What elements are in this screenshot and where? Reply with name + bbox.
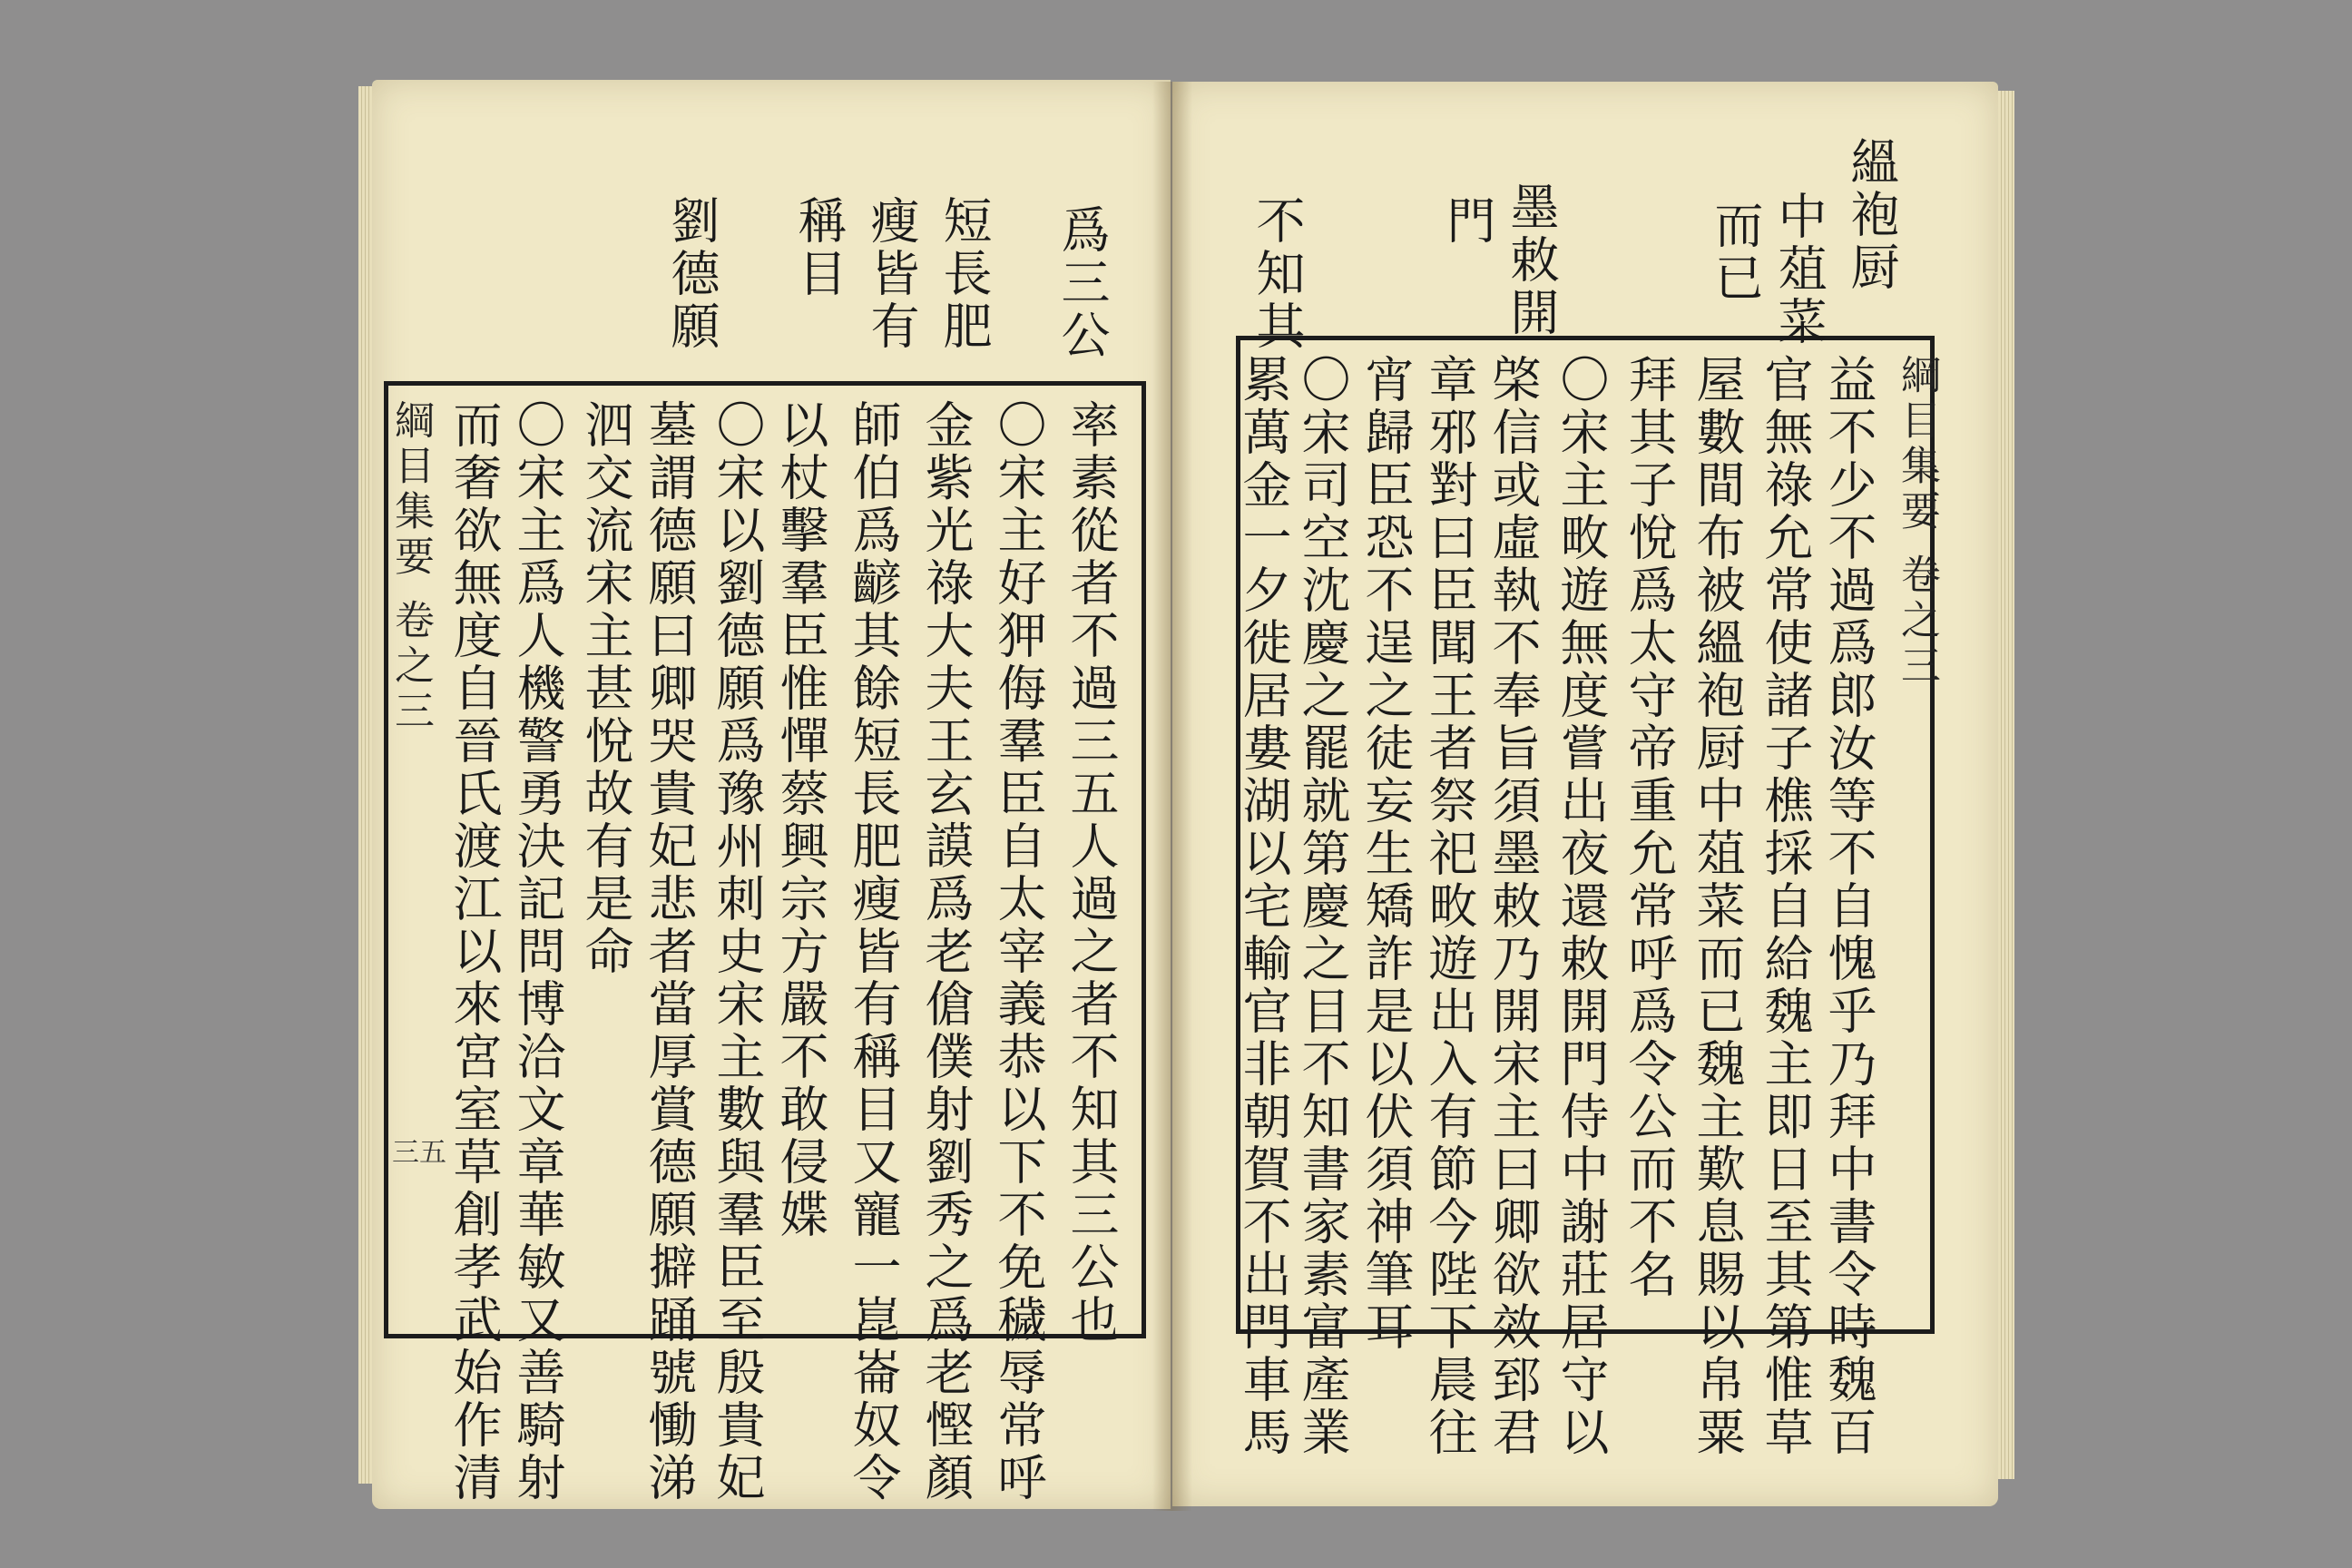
right-body-col: 〇宋司空沈慶之罷就第慶之目不知書家素富產業 (1294, 354, 1351, 1459)
left-body-col: 金紫光祿大夫王玄謨爲老傖僕射劉秀之爲老慳顏 (917, 399, 975, 1504)
left-body-col: 墓謂德願曰卿哭貴妃悲者當厚賞德願擗踊號慟涕 (641, 399, 698, 1504)
right-headnote-col: 不知其 (1249, 195, 1306, 353)
right-headnote-col: 門 (1439, 195, 1496, 248)
right-body-col: 屋數間布被縕袍厨中葅菜而已魏主歎息賜以帛粟 (1689, 354, 1746, 1459)
left-body-col: 〇宋主爲人機警勇決記問博洽文章華敏又善騎射 (509, 399, 566, 1504)
left-running-banner: 綱目集要 卷之三 (387, 399, 434, 735)
right-body-col: 官無祿允常使諸子樵採自給魏主即日至其第惟草 (1757, 354, 1814, 1459)
right-body-col: 拜其子悅爲太守帝重允常呼爲令公而不名 (1621, 354, 1678, 1301)
left-body-col: 以杖擊羣臣惟憚蔡興宗方嚴不敢侵媟 (772, 399, 829, 1241)
right-body-col: 棨信或虛執不奉旨須墨敕乃開宋主曰卿欲效郅君 (1485, 354, 1542, 1459)
left-headnote-col: 短長肥 (936, 195, 993, 353)
right-headnote-col: 而已 (1707, 200, 1764, 305)
left-body-col: 率素從者不過三五人過之者不知其三公也 (1063, 399, 1120, 1347)
right-body-col: 累萬金一夕徙居婁湖以宅輸官非朝賀不出門車馬 (1235, 354, 1292, 1459)
right-headnote-col: 中葅菜 (1770, 191, 1828, 348)
right-body-col: 章邪對曰臣聞王者祭祀畋遊出入有節今陛下晨往 (1421, 354, 1478, 1459)
left-headnote-col: 爲三公 (1054, 204, 1111, 362)
left-headnote-col: 劉德願 (663, 195, 720, 353)
book-gutter (1152, 82, 1192, 1511)
right-running-banner: 綱目集要 卷之三 (1894, 354, 1940, 690)
left-headnote-col: 稱目 (790, 195, 848, 300)
right-body-col: 〇宋主畋遊無度嘗出夜還敕開門侍中謝莊居守以 (1553, 354, 1610, 1459)
left-body-col: 泗交流宋主甚悅故有是命 (577, 399, 634, 978)
right-headnote-col: 墨敕開 (1503, 181, 1560, 339)
left-body-col: 師伯爲齴其餘短長肥瘦皆有稱目又寵一崑崙奴令 (845, 399, 902, 1504)
left-page-number: 三五 (392, 1137, 446, 1169)
right-headnote-col: 縕袍厨 (1843, 136, 1900, 294)
left-body-col: 〇宋主好狎侮羣臣自太宰義恭以下不免穢辱常呼 (990, 399, 1047, 1504)
right-body-col: 宵歸臣恐不逞之徒妄生矯詐是以伏須神筆耳 (1357, 354, 1415, 1354)
right-body-col: 益不少不過爲郎汝等不自愧乎乃拜中書令時魏百 (1820, 354, 1877, 1459)
left-body-col: 而奢欲無度自晉氏渡江以來宮室草創孝武始作清 (446, 399, 503, 1504)
left-headnote-col: 瘦皆有 (863, 195, 920, 353)
left-body-col: 〇宋以劉德願爲豫州刺史宋主數與羣臣至殷貴妃 (709, 399, 766, 1504)
